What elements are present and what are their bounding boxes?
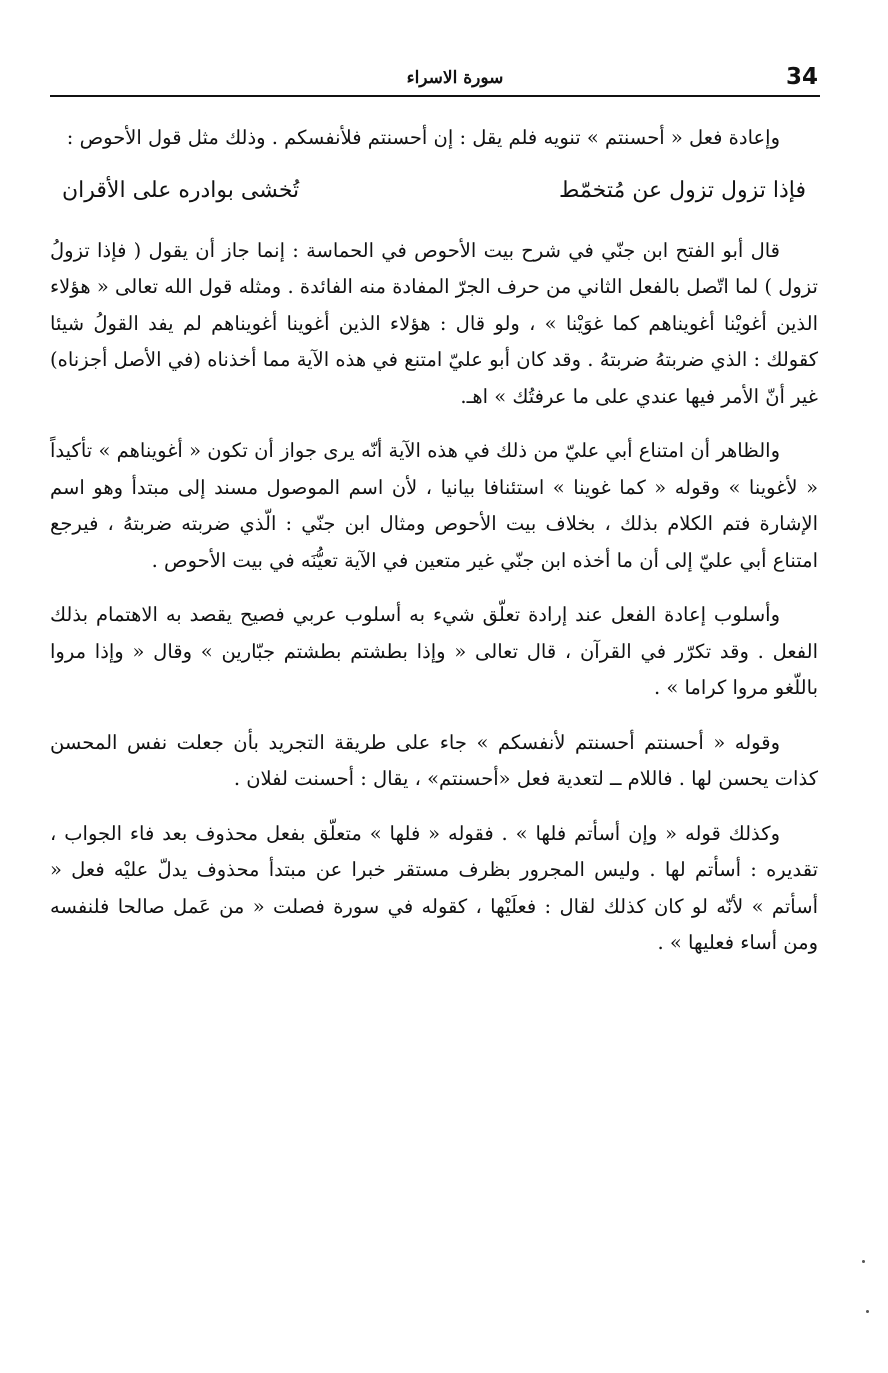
page-body [50, 120, 818, 980]
paragraph: وقوله « أحسنتم أحسنتم لأنفسكم » جاء على طريقة التجريد بأن جعلت نفس المحسن كذات يحسن لها . فاللام ــ لتعدية فعل «أحسنتم» ، يقال : أحسنت لفلان . [50, 730, 818, 790]
page-number: 34 [785, 64, 818, 90]
scan-speck [862, 1260, 865, 1263]
scan-speck [866, 1310, 869, 1313]
paragraph: والظاهر أن امتناع أبي عليّ من ذلك في هذه الآية أنّه يرى جواز أن تكون « أغويناهم » تأكيداً « لأغوينا » وقوله « كما غوينا » استئنافا بيانيا ، لأن اسم الموصول مسند إلى مبتدأ وهو اسم الإشارة فتم الكلام بذلك ، بخلاف بيت الأحوص ومثال ابن جنّي : الّذي ضربته ضربتهُ ، فيرجع امتناع أبي عليّ إلى أن ما أخذه ابن جنّي غير متعين في الآية تعيُّنَه في بيت الأحوص . [50, 439, 818, 572]
paragraph: قال أبو الفتح ابن جنّي في شرح بيت الأحوص في الحماسة : إنما جاز أن يقول ( فإذا تزولُ تزول ) لما اتّصل بالفعل الثاني من حرف الجرّ المفادة منه الفائدة . ومثله قول الله تعالى « هؤلاء الذين أغويْنا أغويناهم كما غوَيْنا » ، ولو قال : هؤلاء الذين أغوينا أغويناهم لم يفد القولُ شيئا كقولك : الذي ضربتهُ ضربتهُ . وقد كان أبو عليّ امتنع في هذه الآية مما أخذناه (في الأصل أجزناه) غير أنّ الأمر فيها عندي على ما عرفتُك » اهـ. [50, 238, 818, 408]
verse-second-hemistich: تُخشى بوادره على الأقران [62, 177, 300, 203]
verse-first-hemistich: فإذا تزول تزول عن مُتخمّط [559, 177, 806, 203]
paragraph: وأسلوب إعادة الفعل عند إرادة تعلّق شيء به أسلوب عربي فصيح يقصد به الاهتمام بذلك الفعل . وقد تكرّر في القرآن ، قال تعالى « وإذا بطشتم بطشتم جبّارين » وقال « وإذا مروا باللّغو مروا كراما » . [50, 603, 818, 699]
paragraph: وكذلك قوله « وإن أسأتم فلها » . فقوله « فلها » متعلّق بفعل محذوف بعد فاء الجواب ، تقديره : أسأتم لها . وليس المجرور بظرف مستقر خبرا عن مبتدأ محذوف يدلّ عليْه فعل « أسأتم » لأنّه لو كان كذلك لقال : فعلَيْها ، كقوله في سورة فصلت « من عَمل صالحا فلنفسه ومن أساء فعليها » . [50, 821, 818, 954]
intro-paragraph: وإعادة فعل « أحسنتم » تنويه فلم يقل : إن أحسنتم فلأنفسكم . وذلك مثل قول الأحوص : [66, 126, 780, 149]
header-rule [50, 95, 820, 97]
page-header [50, 62, 820, 98]
running-title: سورة الاسراء [406, 68, 504, 88]
poetry-verse [50, 171, 818, 211]
